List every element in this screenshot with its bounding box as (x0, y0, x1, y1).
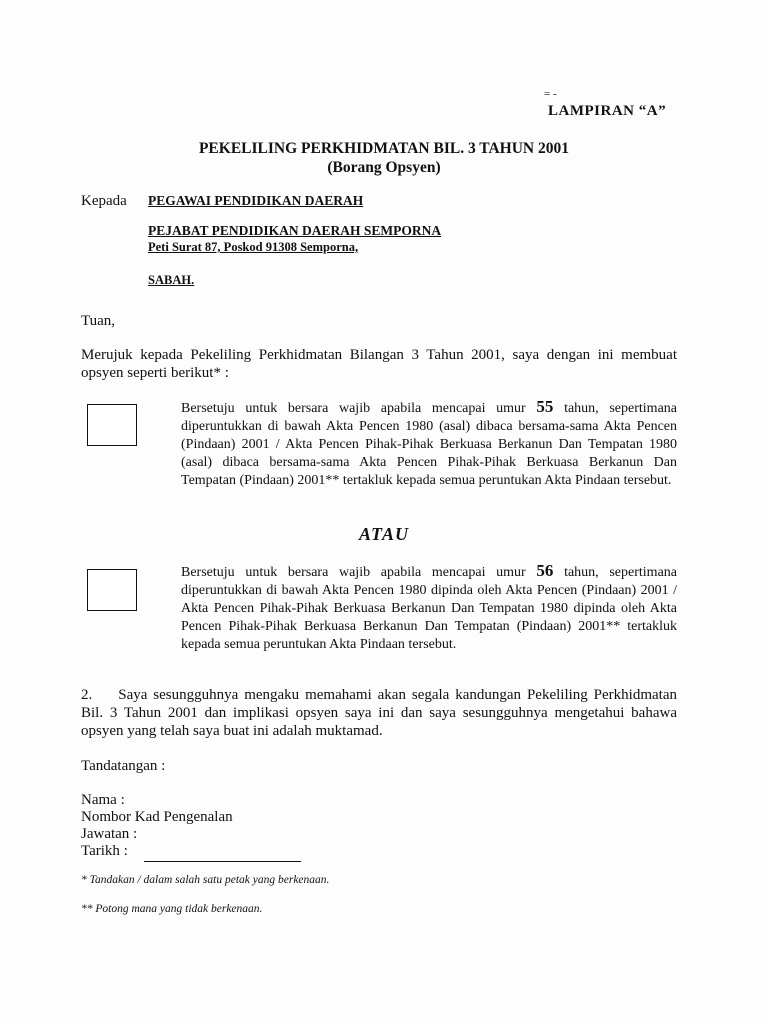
recipient-state: SABAH. (148, 273, 195, 287)
name-label: Nama : (81, 792, 125, 808)
recipient-title: PEGAWAI PENDIDIKAN DAERAH (148, 193, 364, 208)
option-56-checkbox[interactable] (87, 569, 137, 611)
signature-label: Tandatangan : (81, 758, 166, 774)
document-title: PEKELILING PERKHIDMATAN BIL. 3 TAHUN 2001 (198, 140, 570, 157)
footnote-1: * Tandakan / dalam salah satu petak yang berkenaan. (81, 874, 330, 886)
intro-paragraph: Merujuk kepada Pekeliling Perkhidmatan Bilangan 3 Tahun 2001, saya dengan ini membuat opsyen seperti berikut* : (81, 347, 677, 381)
paragraph-2-number: 2. (81, 687, 93, 703)
date-label: Tarikh : (81, 843, 128, 859)
ic-number-label: Nombor Kad Pengenalan (81, 809, 233, 825)
paragraph-2-text: Saya sesungguhnya mengaku memahami akan segala kandungan Pekeliling Perkhidmatan Bil. 3 Tahun 2001 dan implikasi opsyen saya ini dan saya sesungguhnya mengetahui bahawa opsyen yang telah saya buat ini adalah muktamad. (81, 687, 677, 739)
recipient-office: PEJABAT PENDIDIKAN DAERAH SEMPORNA (148, 223, 442, 238)
lampiran-mark: = - (544, 88, 557, 100)
atau-separator: ATAU (358, 524, 410, 544)
option-55-age: 55 (536, 397, 554, 416)
salutation: Tuan, (81, 313, 116, 329)
footnote-divider (144, 861, 301, 862)
option-55-checkbox[interactable] (87, 404, 137, 446)
footnote-2: ** Potong mana yang tidak berkenaan. (81, 903, 263, 915)
lampiran-label: LAMPIRAN “A” (548, 103, 667, 119)
recipient-postal-address: Peti Surat 87, Poskod 91308 Semporna, (148, 240, 359, 254)
option-56-text: Bersetuju untuk bersara wajib apabila mencapai umur 56 tahun, sepertimana diperuntukkan di bawah Akta Pencen 1980 dipinda oleh Akta Pencen (Pindaan) 2001 / Akta Pencen Pihak-Pihak Berkuasa Berkanun Dan Tempatan 1980 dipinda oleh Akta Pencen Pihak-Pihak Berkuasa Berkanun Dan Tempatan (Pindaan) 2001** tertakluk kepada semua peruntukan Akta Pindaan tersebut. (181, 561, 677, 652)
paragraph-2 (81, 686, 677, 740)
option-56-age: 56 (536, 561, 554, 580)
position-label: Jawatan : (81, 826, 138, 842)
option-55-text: Bersetuju untuk bersara wajib apabila mencapai umur 55 tahun, sepertimana diperuntukkan di bawah Akta Pencen 1980 (asal) dibaca bersama-sama Akta Pencen (Pindaan) 2001 / Akta Pencen Pihak-Pihak Berkuasa Berkanun Dan Tempatan 1980 (asal) dibaca bersama-sama Akta Pencen Pihak-Pihak Berkuasa Berkanun Dan Tempatan (Pindaan) 2001** tertakluk kepada semua peruntukan Akta Pindaan tersebut. (181, 397, 677, 488)
document-subtitle: (Borang Opsyen) (327, 159, 441, 176)
kepada-label: Kepada (81, 193, 127, 209)
